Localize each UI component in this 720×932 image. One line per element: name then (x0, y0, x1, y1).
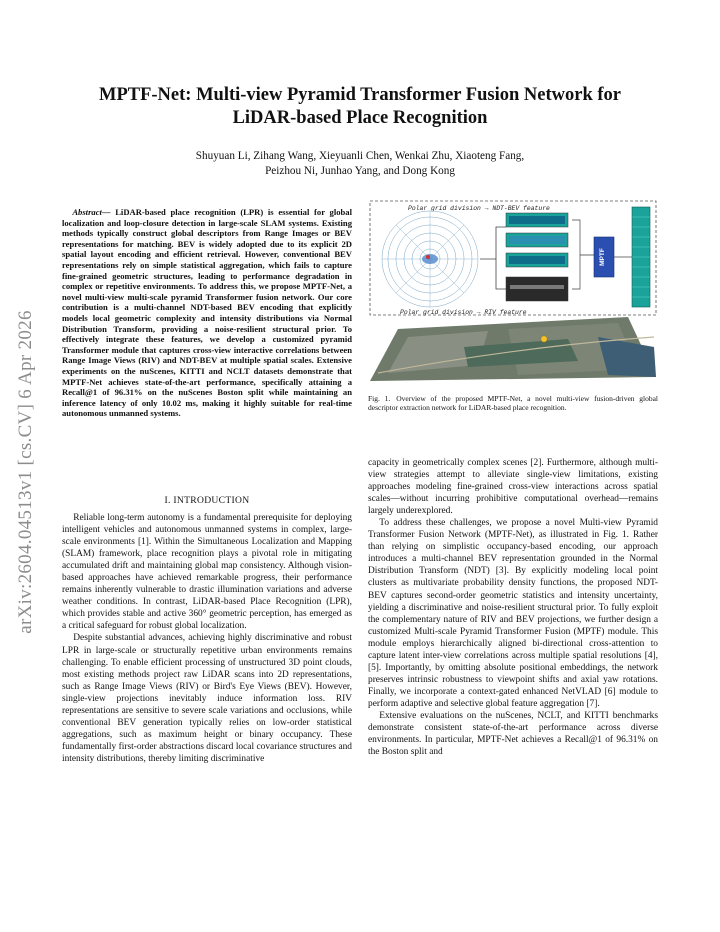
abstract (62, 207, 352, 419)
mptf-label: MPTF (599, 248, 606, 266)
figcap-text: Overview of the proposed MPTF-Net, a novel multi-view fusion-driven global descriptor extraction network for LiDAR-based place recognition. (368, 394, 659, 413)
location-pin-icon (541, 336, 547, 342)
figcap-label: Fig. 1. (368, 394, 391, 403)
global-descriptor (632, 207, 650, 307)
figure-diagram (368, 197, 658, 383)
authors-line-1: Shuyuan Li, Zihang Wang, Xieyuanli Chen, Wenkai Zhu, Xiaoteng Fang, (195, 150, 525, 162)
figure-1 (368, 197, 658, 383)
title-line-2: LiDAR-based Place Recognition (232, 108, 488, 128)
paper-title (70, 84, 650, 130)
abstract-text: — LiDAR-based place recognition (LPR) is essential for global localization and loop-closure detection in large-scale SLAM systems. Existing methods typically construct global descriptors from Range Images or BEV representations for matching. BEV is widely adopted due to its explicit 2D spatial layout encoding and efficient retrieval. However, conventional BEV representations rely on simple statistical aggregation, which fails to capture fine-grained geometric structures, leading to performance degradation in complex or repetitive environments. To address this, we propose MPTF-Net, a novel multi-view multi-scale pyramid Transformer fusion network. Our core contribution is a multi-channel NDT-based BEV encoding that explicitly models local geometric complexity and intensity distributions via Normal Distribution Transform, providing a noise-resilient structural prior. To effectively integrate these features, we develop a customized pyramid Transformer module that captures cross-view interactive correlations between Range Image Views (RIV) and NDT-BEV at multiple spatial scales. Extensive experiments on the nuScenes, KITTI and NCLT datasets demonstrate that MPTF-Net achieves state-of-the-art performance, specifically attaining a Recall@1 of 96.31% on the nuScenes Boston split while maintaining an inference latency of only 10.02 ms, making it highly suitable for real-time autonomous unmanned systems. (62, 207, 352, 419)
arxiv-watermark (8, 262, 44, 682)
paragraph: To address these challenges, we propose a novel Multi-view Pyramid Transformer Fusion Network (MPTF-Net), as illustrated in Fig. 1. Rather than relying on simplistic occupancy-based encoding, our approach introduces a multi-channel BEV representation grounded in the Normal Distribution Transform (NDT) [3]. By explicitly modeling local point clusters as multivariate probability density functions, the proposed NDT-BEV captures second-order geometric statistics and intensity uncertainty, yielding a discriminative and noise-resilient structural prior. To fully exploit the complementary nature of RIV and BEV projections, we further design a customized Multi-scale Pyramid Transformer Fusion (MPTF) module. This module employs hierarchically aligned bi-directional cross-attention to capture latent inter-view correlations across multiple spatial resolutions [4], [5]. Importantly, by omitting absolute positional embeddings, the network preserves intrinsic robustness to viewpoint shifts and axial yaw rotations. Finally, we incorporate a context-gated enhanced NetVLAD [6] module to perform adaptive and selective global feature aggregation [7]. (368, 518, 658, 709)
label-riv: Polar grid division → RIV feature (400, 309, 527, 316)
right-column-body (368, 457, 658, 758)
label-ndt-bev: Polar grid division → NDT-BEV feature (408, 205, 550, 212)
left-column-body (62, 512, 352, 765)
paragraph: capacity in geometrically complex scenes [2]. Furthermore, although multi-view strategies attempt to alleviate single-view limitations, existing approaches modeling fine-grained cross-view interactions across spatial scales—without incurring prohibitive computational overhead—remains largely underexplored. (368, 458, 658, 517)
paragraph: Despite substantial advances, achieving highly discriminative and robust LPR in large-scale or structurally repetitive urban environments remains challenging. To enable efficient processing of unstructured 3D point clouds, most existing methods project raw LiDAR scans into 2D representations, such as Range Image Views (RIV) or Bird's Eye Views (BEV). However, single-view projections inevitably induce information loss. RIV representations are sensitive to severe scale variations and occlusions, while conventional BEV generation typically relies on low-order statistical aggregations, such as maximum height or binary occupancy. These fundamentally first-order abstractions discard local covariance structures and intensity distributions, thereby limiting discriminative (62, 633, 352, 764)
arxiv-id: arXiv:2604.04513v1 [cs.CV] 6 Apr 2026 (15, 310, 36, 634)
author-list (100, 149, 620, 179)
paragraph: Extensive evaluations on the nuScenes, NCLT, and KITTI benchmarks demonstrate consistent state-of-the-art performance across diverse environments. In particular, MPTF-Net achieves a Recall@1 of 96.31% on the Boston split and (368, 710, 658, 758)
aerial-city-image (370, 317, 656, 381)
figure-caption (368, 394, 658, 413)
title-line-1: MPTF-Net: Multi-view Pyramid Transformer Fusion Network for (98, 85, 621, 105)
ndt-bev-feature-stack (506, 213, 568, 267)
section-heading: I. INTRODUCTION (164, 495, 250, 506)
authors-line-2: Peizhou Ni, Junhao Yang, and Dong Kong (265, 165, 455, 177)
abstract-lead: Abstract (72, 207, 102, 217)
polar-grid (382, 211, 478, 307)
paragraph: Reliable long-term autonomy is a fundamental prerequisite for deploying intelligent vehicles and autonomous unmanned systems in complex, large-scale environments [1]. Within the Simultaneous Localization and Mapping (SLAM) framework, place recognition plays a pivotal role in mitigating accumulated drift and maintaining global map consistency. Although vision-based approaches have achieved remarkable progress, their performance remains inherently vulnerable to drastic illumination variations and adverse weather conditions. In contrast, LiDAR-based Place Recognition (LPR), which provides stable and active 360° geometric perception, has emerged as a critical safeguard for robust global localization. (62, 513, 352, 632)
